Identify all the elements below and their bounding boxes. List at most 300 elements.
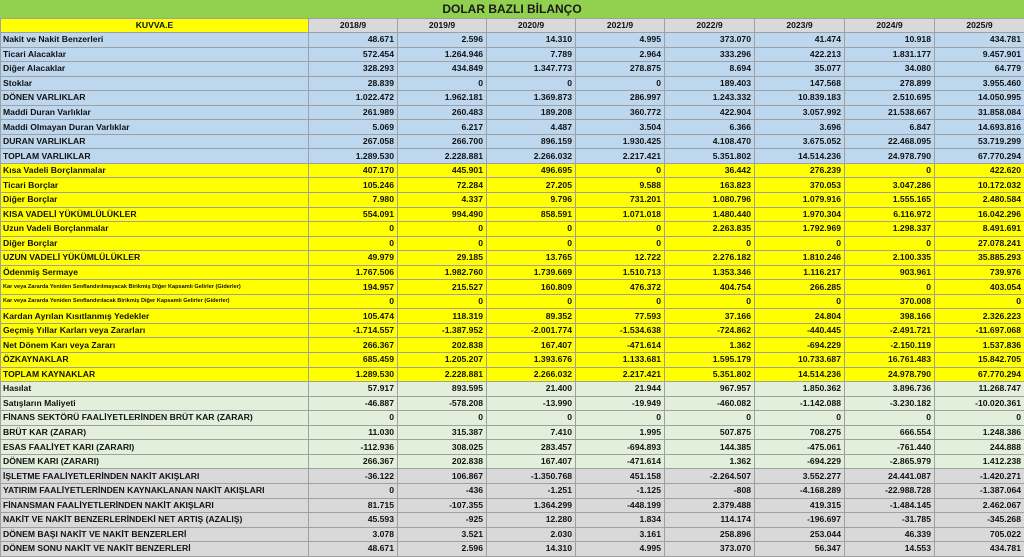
row-label[interactable]: YATIRIM FAALİYETLERİNDEN KAYNAKLANAN NAKİT AKIŞLARI: [1, 483, 309, 498]
value-cell[interactable]: 0: [576, 76, 665, 91]
value-cell[interactable]: 0: [398, 222, 487, 237]
value-cell[interactable]: 3.047.286: [845, 178, 935, 193]
row-label[interactable]: Maddi Duran Varlıklar: [1, 105, 309, 120]
value-cell[interactable]: 189.208: [487, 105, 576, 120]
value-cell[interactable]: 14.693.816: [935, 120, 1024, 135]
value-cell[interactable]: 1.792.969: [755, 222, 845, 237]
value-cell[interactable]: 10.839.183: [755, 91, 845, 106]
value-cell[interactable]: 0: [755, 236, 845, 251]
value-cell[interactable]: 0: [398, 76, 487, 91]
value-cell[interactable]: 276.239: [755, 163, 845, 178]
value-cell[interactable]: 1.850.362: [755, 382, 845, 397]
value-cell[interactable]: 4.487: [487, 120, 576, 135]
value-cell[interactable]: 202.838: [398, 338, 487, 353]
value-cell[interactable]: 266.367: [309, 338, 398, 353]
value-cell[interactable]: 476.372: [576, 280, 665, 295]
value-cell[interactable]: 1.243.332: [665, 91, 755, 106]
value-cell[interactable]: 36.442: [665, 163, 755, 178]
value-cell[interactable]: 496.695: [487, 163, 576, 178]
value-cell[interactable]: 1.412.238: [935, 454, 1024, 469]
value-cell[interactable]: 215.527: [398, 280, 487, 295]
value-cell[interactable]: 731.201: [576, 193, 665, 208]
value-cell[interactable]: 283.457: [487, 440, 576, 455]
value-cell[interactable]: 1.298.337: [845, 222, 935, 237]
value-cell[interactable]: 451.158: [576, 469, 665, 484]
value-cell[interactable]: 3.161: [576, 527, 665, 542]
value-cell[interactable]: 194.957: [309, 280, 398, 295]
value-cell[interactable]: -1.534.638: [576, 323, 665, 338]
value-cell[interactable]: 57.917: [309, 382, 398, 397]
value-cell[interactable]: 2.266.032: [487, 367, 576, 382]
value-cell[interactable]: -22.988.728: [845, 483, 935, 498]
value-cell[interactable]: 572.454: [309, 47, 398, 62]
value-cell[interactable]: 266.285: [755, 280, 845, 295]
value-cell[interactable]: 1.116.217: [755, 265, 845, 280]
value-cell[interactable]: 67.770.294: [935, 149, 1024, 164]
value-cell[interactable]: 967.957: [665, 382, 755, 397]
value-cell[interactable]: 16.042.296: [935, 207, 1024, 222]
value-cell[interactable]: -1.142.088: [755, 396, 845, 411]
value-cell[interactable]: 253.044: [755, 527, 845, 542]
row-label[interactable]: Hasılat: [1, 382, 309, 397]
value-cell[interactable]: 77.593: [576, 309, 665, 324]
value-cell[interactable]: 31.858.084: [935, 105, 1024, 120]
value-cell[interactable]: 1.071.018: [576, 207, 665, 222]
value-cell[interactable]: 0: [309, 236, 398, 251]
year-header[interactable]: 2018/9: [309, 19, 398, 33]
value-cell[interactable]: 0: [665, 294, 755, 309]
value-cell[interactable]: 708.275: [755, 425, 845, 440]
value-cell[interactable]: 24.804: [755, 309, 845, 324]
value-cell[interactable]: 37.166: [665, 309, 755, 324]
value-cell[interactable]: 163.823: [665, 178, 755, 193]
value-cell[interactable]: 2.596: [398, 33, 487, 48]
value-cell[interactable]: -1.484.145: [845, 498, 935, 513]
value-cell[interactable]: 0: [576, 236, 665, 251]
value-cell[interactable]: -724.862: [665, 323, 755, 338]
value-cell[interactable]: 422.620: [935, 163, 1024, 178]
value-cell[interactable]: 0: [665, 236, 755, 251]
value-cell[interactable]: 46.339: [845, 527, 935, 542]
value-cell[interactable]: 105.474: [309, 309, 398, 324]
value-cell[interactable]: 0: [487, 294, 576, 309]
value-cell[interactable]: 1.205.207: [398, 353, 487, 368]
value-cell[interactable]: 53.719.299: [935, 134, 1024, 149]
row-label[interactable]: Satışların Maliyeti: [1, 396, 309, 411]
row-label[interactable]: DÖNEM SONU NAKİT VE NAKİT BENZERLERİ: [1, 542, 309, 557]
value-cell[interactable]: -13.990: [487, 396, 576, 411]
value-cell[interactable]: 105.246: [309, 178, 398, 193]
value-cell[interactable]: 407.170: [309, 163, 398, 178]
value-cell[interactable]: 666.554: [845, 425, 935, 440]
value-cell[interactable]: 1.810.246: [755, 251, 845, 266]
value-cell[interactable]: 1.289.530: [309, 149, 398, 164]
value-cell[interactable]: 403.054: [935, 280, 1024, 295]
value-cell[interactable]: 3.504: [576, 120, 665, 135]
value-cell[interactable]: 29.185: [398, 251, 487, 266]
row-label[interactable]: Geçmiş Yıllar Karları veya Zararları: [1, 323, 309, 338]
value-cell[interactable]: 0: [845, 236, 935, 251]
value-cell[interactable]: 360.772: [576, 105, 665, 120]
value-cell[interactable]: 8.694: [665, 62, 755, 77]
value-cell[interactable]: 278.899: [845, 76, 935, 91]
value-cell[interactable]: -1.714.557: [309, 323, 398, 338]
row-label[interactable]: Ödenmiş Sermaye: [1, 265, 309, 280]
value-cell[interactable]: -440.445: [755, 323, 845, 338]
value-cell[interactable]: 404.754: [665, 280, 755, 295]
value-cell[interactable]: 0: [398, 236, 487, 251]
row-label[interactable]: TOPLAM KAYNAKLAR: [1, 367, 309, 382]
value-cell[interactable]: -471.614: [576, 338, 665, 353]
value-cell[interactable]: 2.276.182: [665, 251, 755, 266]
value-cell[interactable]: 903.961: [845, 265, 935, 280]
value-cell[interactable]: 35.077: [755, 62, 845, 77]
value-cell[interactable]: 0: [576, 163, 665, 178]
value-cell[interactable]: 167.407: [487, 454, 576, 469]
value-cell[interactable]: 0: [576, 222, 665, 237]
year-header[interactable]: 2019/9: [398, 19, 487, 33]
value-cell[interactable]: 9.588: [576, 178, 665, 193]
value-cell[interactable]: 1.480.440: [665, 207, 755, 222]
value-cell[interactable]: 14.514.236: [755, 149, 845, 164]
value-cell[interactable]: 10.172.032: [935, 178, 1024, 193]
value-cell[interactable]: 858.591: [487, 207, 576, 222]
value-cell[interactable]: 2.030: [487, 527, 576, 542]
value-cell[interactable]: 705.022: [935, 527, 1024, 542]
value-cell[interactable]: 16.761.483: [845, 353, 935, 368]
value-cell[interactable]: 9.796: [487, 193, 576, 208]
value-cell[interactable]: 1.510.713: [576, 265, 665, 280]
value-cell[interactable]: 2.510.695: [845, 91, 935, 106]
value-cell[interactable]: -3.230.182: [845, 396, 935, 411]
value-cell[interactable]: 189.403: [665, 76, 755, 91]
value-cell[interactable]: 24.441.087: [845, 469, 935, 484]
value-cell[interactable]: 6.847: [845, 120, 935, 135]
value-cell[interactable]: 21.400: [487, 382, 576, 397]
value-cell[interactable]: 106.867: [398, 469, 487, 484]
value-cell[interactable]: 3.521: [398, 527, 487, 542]
value-cell[interactable]: 0: [755, 294, 845, 309]
value-cell[interactable]: -2.491.721: [845, 323, 935, 338]
year-header[interactable]: 2021/9: [576, 19, 665, 33]
value-cell[interactable]: 7.980: [309, 193, 398, 208]
value-cell[interactable]: -475.061: [755, 440, 845, 455]
value-cell[interactable]: 167.407: [487, 338, 576, 353]
value-cell[interactable]: -460.082: [665, 396, 755, 411]
row-label[interactable]: Maddi Olmayan Duran Varlıklar: [1, 120, 309, 135]
value-cell[interactable]: 0: [309, 222, 398, 237]
value-cell[interactable]: 144.385: [665, 440, 755, 455]
value-cell[interactable]: 4.995: [576, 542, 665, 557]
value-cell[interactable]: 1.739.669: [487, 265, 576, 280]
value-cell[interactable]: -925: [398, 513, 487, 528]
value-cell[interactable]: 1.133.681: [576, 353, 665, 368]
value-cell[interactable]: 893.595: [398, 382, 487, 397]
value-cell[interactable]: 8.491.691: [935, 222, 1024, 237]
value-cell[interactable]: 0: [309, 294, 398, 309]
value-cell[interactable]: 1.353.346: [665, 265, 755, 280]
value-cell[interactable]: 2.217.421: [576, 149, 665, 164]
value-cell[interactable]: -694.893: [576, 440, 665, 455]
value-cell[interactable]: 422.213: [755, 47, 845, 62]
value-cell[interactable]: 1.080.796: [665, 193, 755, 208]
value-cell[interactable]: -2.264.507: [665, 469, 755, 484]
value-cell[interactable]: 1.347.773: [487, 62, 576, 77]
value-cell[interactable]: 45.593: [309, 513, 398, 528]
value-cell[interactable]: 244.888: [935, 440, 1024, 455]
value-cell[interactable]: 0: [487, 236, 576, 251]
value-cell[interactable]: 1.834: [576, 513, 665, 528]
value-cell[interactable]: 1.537.836: [935, 338, 1024, 353]
value-cell[interactable]: 373.070: [665, 33, 755, 48]
value-cell[interactable]: 202.838: [398, 454, 487, 469]
row-label[interactable]: Kısa Vadeli Borçlanmalar: [1, 163, 309, 178]
value-cell[interactable]: -761.440: [845, 440, 935, 455]
row-label[interactable]: Diğer Borçlar: [1, 236, 309, 251]
value-cell[interactable]: -1.125: [576, 483, 665, 498]
value-cell[interactable]: 0: [309, 411, 398, 426]
value-cell[interactable]: 15.842.705: [935, 353, 1024, 368]
value-cell[interactable]: 35.885.293: [935, 251, 1024, 266]
value-cell[interactable]: -1.251: [487, 483, 576, 498]
value-cell[interactable]: 3.552.277: [755, 469, 845, 484]
value-cell[interactable]: -2.001.774: [487, 323, 576, 338]
value-cell[interactable]: -345.268: [935, 513, 1024, 528]
value-cell[interactable]: 2.480.584: [935, 193, 1024, 208]
value-cell[interactable]: 4.337: [398, 193, 487, 208]
row-label[interactable]: FİNANS SEKTÖRÜ FAALİYETLERİNDEN BRÜT KAR (ZARAR): [1, 411, 309, 426]
value-cell[interactable]: 4.108.470: [665, 134, 755, 149]
value-cell[interactable]: -10.020.361: [935, 396, 1024, 411]
row-label[interactable]: Net Dönem Karı veya Zararı: [1, 338, 309, 353]
value-cell[interactable]: -31.785: [845, 513, 935, 528]
value-cell[interactable]: 14.553: [845, 542, 935, 557]
value-cell[interactable]: 21.944: [576, 382, 665, 397]
value-cell[interactable]: -1.350.768: [487, 469, 576, 484]
value-cell[interactable]: 1.995: [576, 425, 665, 440]
value-cell[interactable]: 11.030: [309, 425, 398, 440]
value-cell[interactable]: 13.765: [487, 251, 576, 266]
value-cell[interactable]: 370.008: [845, 294, 935, 309]
value-cell[interactable]: 3.955.460: [935, 76, 1024, 91]
row-label[interactable]: Kar veya Zararda Yeniden Sınıflandırılmayacak Birikmiş Diğer Kapsamlı Gelirler (Giderler): [1, 280, 309, 295]
row-label[interactable]: NAKİT VE NAKİT BENZERLERİNDEKİ NET ARTIŞ (AZALIŞ): [1, 513, 309, 528]
value-cell[interactable]: -436: [398, 483, 487, 498]
value-cell[interactable]: 994.490: [398, 207, 487, 222]
value-cell[interactable]: 7.410: [487, 425, 576, 440]
year-header[interactable]: 2024/9: [845, 19, 935, 33]
value-cell[interactable]: -2.150.119: [845, 338, 935, 353]
value-cell[interactable]: 260.483: [398, 105, 487, 120]
value-cell[interactable]: -1.387.064: [935, 483, 1024, 498]
row-label[interactable]: UZUN VADELİ YÜKÜMLÜLÜKLER: [1, 251, 309, 266]
row-label[interactable]: Diğer Borçlar: [1, 193, 309, 208]
value-cell[interactable]: 1.982.760: [398, 265, 487, 280]
value-cell[interactable]: 1.362: [665, 338, 755, 353]
value-cell[interactable]: -471.614: [576, 454, 665, 469]
value-cell[interactable]: 49.979: [309, 251, 398, 266]
value-cell[interactable]: 278.875: [576, 62, 665, 77]
row-label[interactable]: ESAS FAALİYET KARI (ZARARI): [1, 440, 309, 455]
value-cell[interactable]: 7.789: [487, 47, 576, 62]
value-cell[interactable]: 1.264.946: [398, 47, 487, 62]
value-cell[interactable]: 1.022.472: [309, 91, 398, 106]
value-cell[interactable]: 0: [845, 411, 935, 426]
value-cell[interactable]: -448.199: [576, 498, 665, 513]
value-cell[interactable]: 286.997: [576, 91, 665, 106]
value-cell[interactable]: -107.355: [398, 498, 487, 513]
value-cell[interactable]: 72.284: [398, 178, 487, 193]
value-cell[interactable]: 507.875: [665, 425, 755, 440]
value-cell[interactable]: 0: [487, 411, 576, 426]
value-cell[interactable]: 64.779: [935, 62, 1024, 77]
value-cell[interactable]: 419.315: [755, 498, 845, 513]
row-label[interactable]: DÖNEM BAŞI NAKİT VE NAKİT BENZERLERİ: [1, 527, 309, 542]
value-cell[interactable]: 14.310: [487, 542, 576, 557]
value-cell[interactable]: 1.555.165: [845, 193, 935, 208]
value-cell[interactable]: 1.289.530: [309, 367, 398, 382]
value-cell[interactable]: 315.387: [398, 425, 487, 440]
value-cell[interactable]: 5.351.802: [665, 149, 755, 164]
value-cell[interactable]: 1.369.873: [487, 91, 576, 106]
value-cell[interactable]: 1.595.179: [665, 353, 755, 368]
value-cell[interactable]: 89.352: [487, 309, 576, 324]
value-cell[interactable]: 6.116.972: [845, 207, 935, 222]
value-cell[interactable]: 308.025: [398, 440, 487, 455]
value-cell[interactable]: 261.989: [309, 105, 398, 120]
value-cell[interactable]: 2.266.032: [487, 149, 576, 164]
value-cell[interactable]: 2.462.067: [935, 498, 1024, 513]
value-cell[interactable]: -36.122: [309, 469, 398, 484]
value-cell[interactable]: -1.420.271: [935, 469, 1024, 484]
value-cell[interactable]: 0: [845, 280, 935, 295]
value-cell[interactable]: 0: [487, 76, 576, 91]
value-cell[interactable]: 147.568: [755, 76, 845, 91]
row-label[interactable]: DÖNEM KARI (ZARARI): [1, 454, 309, 469]
value-cell[interactable]: 398.166: [845, 309, 935, 324]
year-header[interactable]: 2022/9: [665, 19, 755, 33]
value-cell[interactable]: 2.228.881: [398, 149, 487, 164]
value-cell[interactable]: 114.174: [665, 513, 755, 528]
value-cell[interactable]: 445.901: [398, 163, 487, 178]
value-cell[interactable]: 2.326.223: [935, 309, 1024, 324]
value-cell[interactable]: 2.263.835: [665, 222, 755, 237]
value-cell[interactable]: 0: [755, 411, 845, 426]
value-cell[interactable]: 370.053: [755, 178, 845, 193]
value-cell[interactable]: 12.280: [487, 513, 576, 528]
value-cell[interactable]: 258.896: [665, 527, 755, 542]
row-label[interactable]: Diğer Alacaklar: [1, 62, 309, 77]
value-cell[interactable]: 1.831.177: [845, 47, 935, 62]
value-cell[interactable]: -808: [665, 483, 755, 498]
row-label[interactable]: BRÜT KAR (ZARAR): [1, 425, 309, 440]
ticker-cell[interactable]: KUVVA.E: [1, 19, 309, 33]
value-cell[interactable]: 3.078: [309, 527, 398, 542]
value-cell[interactable]: -11.697.068: [935, 323, 1024, 338]
value-cell[interactable]: 0: [845, 163, 935, 178]
row-label[interactable]: KISA VADELİ YÜKÜMLÜLÜKLER: [1, 207, 309, 222]
value-cell[interactable]: 739.976: [935, 265, 1024, 280]
value-cell[interactable]: 41.474: [755, 33, 845, 48]
value-cell[interactable]: 0: [665, 411, 755, 426]
value-cell[interactable]: 14.050.995: [935, 91, 1024, 106]
row-label[interactable]: Nakit ve Nakit Benzerleri: [1, 33, 309, 48]
value-cell[interactable]: 6.366: [665, 120, 755, 135]
value-cell[interactable]: 434.781: [935, 33, 1024, 48]
value-cell[interactable]: 9.457.901: [935, 47, 1024, 62]
value-cell[interactable]: 24.978.790: [845, 149, 935, 164]
row-label[interactable]: Kar veya Zararda Yeniden Sınıflandırılacak Birikmiş Diğer Kapsamlı Gelirler (Giderler): [1, 294, 309, 309]
row-label[interactable]: FİNANSMAN FAALİYETLERİNDEN NAKİT AKIŞLARI: [1, 498, 309, 513]
value-cell[interactable]: -19.949: [576, 396, 665, 411]
value-cell[interactable]: 333.296: [665, 47, 755, 62]
value-cell[interactable]: 2.379.488: [665, 498, 755, 513]
value-cell[interactable]: -694.229: [755, 338, 845, 353]
value-cell[interactable]: 2.964: [576, 47, 665, 62]
value-cell[interactable]: 118.319: [398, 309, 487, 324]
value-cell[interactable]: -578.208: [398, 396, 487, 411]
value-cell[interactable]: 3.696: [755, 120, 845, 135]
value-cell[interactable]: 56.347: [755, 542, 845, 557]
value-cell[interactable]: 14.514.236: [755, 367, 845, 382]
value-cell[interactable]: 0: [935, 294, 1024, 309]
value-cell[interactable]: 373.070: [665, 542, 755, 557]
year-header[interactable]: 2023/9: [755, 19, 845, 33]
value-cell[interactable]: 0: [576, 411, 665, 426]
value-cell[interactable]: 6.217: [398, 120, 487, 135]
value-cell[interactable]: 67.770.294: [935, 367, 1024, 382]
value-cell[interactable]: 2.596: [398, 542, 487, 557]
value-cell[interactable]: 48.671: [309, 33, 398, 48]
row-label[interactable]: İŞLETME FAALİYETLERİNDEN NAKİT AKIŞLARI: [1, 469, 309, 484]
value-cell[interactable]: 0: [398, 294, 487, 309]
value-cell[interactable]: 12.722: [576, 251, 665, 266]
row-label[interactable]: ÖZKAYNAKLAR: [1, 353, 309, 368]
value-cell[interactable]: 48.671: [309, 542, 398, 557]
value-cell[interactable]: 5.351.802: [665, 367, 755, 382]
value-cell[interactable]: -4.168.289: [755, 483, 845, 498]
value-cell[interactable]: 1.248.386: [935, 425, 1024, 440]
value-cell[interactable]: 28.839: [309, 76, 398, 91]
value-cell[interactable]: 5.069: [309, 120, 398, 135]
value-cell[interactable]: 554.091: [309, 207, 398, 222]
value-cell[interactable]: 24.978.790: [845, 367, 935, 382]
value-cell[interactable]: 0: [398, 411, 487, 426]
value-cell[interactable]: 685.459: [309, 353, 398, 368]
value-cell[interactable]: 434.781: [935, 542, 1024, 557]
value-cell[interactable]: 14.310: [487, 33, 576, 48]
value-cell[interactable]: 1.364.299: [487, 498, 576, 513]
value-cell[interactable]: 11.268.747: [935, 382, 1024, 397]
value-cell[interactable]: 266.700: [398, 134, 487, 149]
value-cell[interactable]: 328.293: [309, 62, 398, 77]
value-cell[interactable]: 160.809: [487, 280, 576, 295]
value-cell[interactable]: 2.100.335: [845, 251, 935, 266]
value-cell[interactable]: 1.079.916: [755, 193, 845, 208]
row-label[interactable]: Kardan Ayrılan Kısıtlanmış Yedekler: [1, 309, 309, 324]
row-label[interactable]: Ticari Alacaklar: [1, 47, 309, 62]
row-label[interactable]: TOPLAM VARLIKLAR: [1, 149, 309, 164]
value-cell[interactable]: 2.228.881: [398, 367, 487, 382]
value-cell[interactable]: 0: [576, 294, 665, 309]
year-header[interactable]: 2025/9: [935, 19, 1024, 33]
row-label[interactable]: Uzun Vadeli Borçlanmalar: [1, 222, 309, 237]
value-cell[interactable]: 422.904: [665, 105, 755, 120]
value-cell[interactable]: 4.995: [576, 33, 665, 48]
value-cell[interactable]: 10.918: [845, 33, 935, 48]
row-label[interactable]: Stoklar: [1, 76, 309, 91]
value-cell[interactable]: 3.675.052: [755, 134, 845, 149]
